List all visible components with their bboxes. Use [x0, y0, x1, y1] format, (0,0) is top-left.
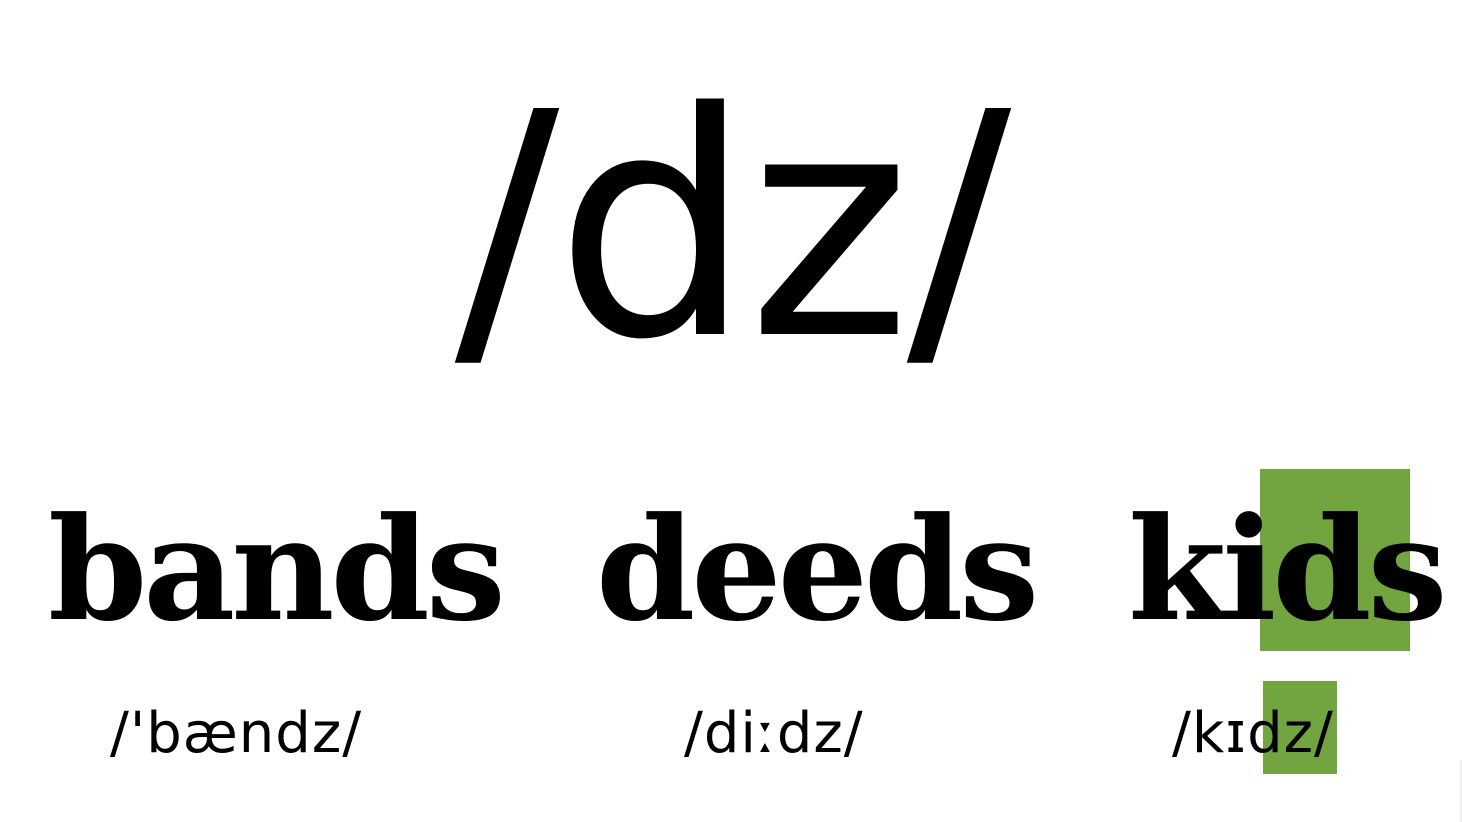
ipa-deeds: /diːdz/ [684, 701, 864, 766]
ipa-kids: /kɪdz/ [1172, 701, 1334, 766]
phoneme-heading: /dz/ [454, 47, 1008, 408]
ipa-bands: /'bændz/ [110, 701, 363, 766]
edge-shadow [1458, 760, 1462, 822]
example-word-kids: kids [1128, 487, 1444, 653]
example-word-bands: bands [48, 487, 502, 653]
example-word-deeds: deeds [596, 487, 1036, 653]
